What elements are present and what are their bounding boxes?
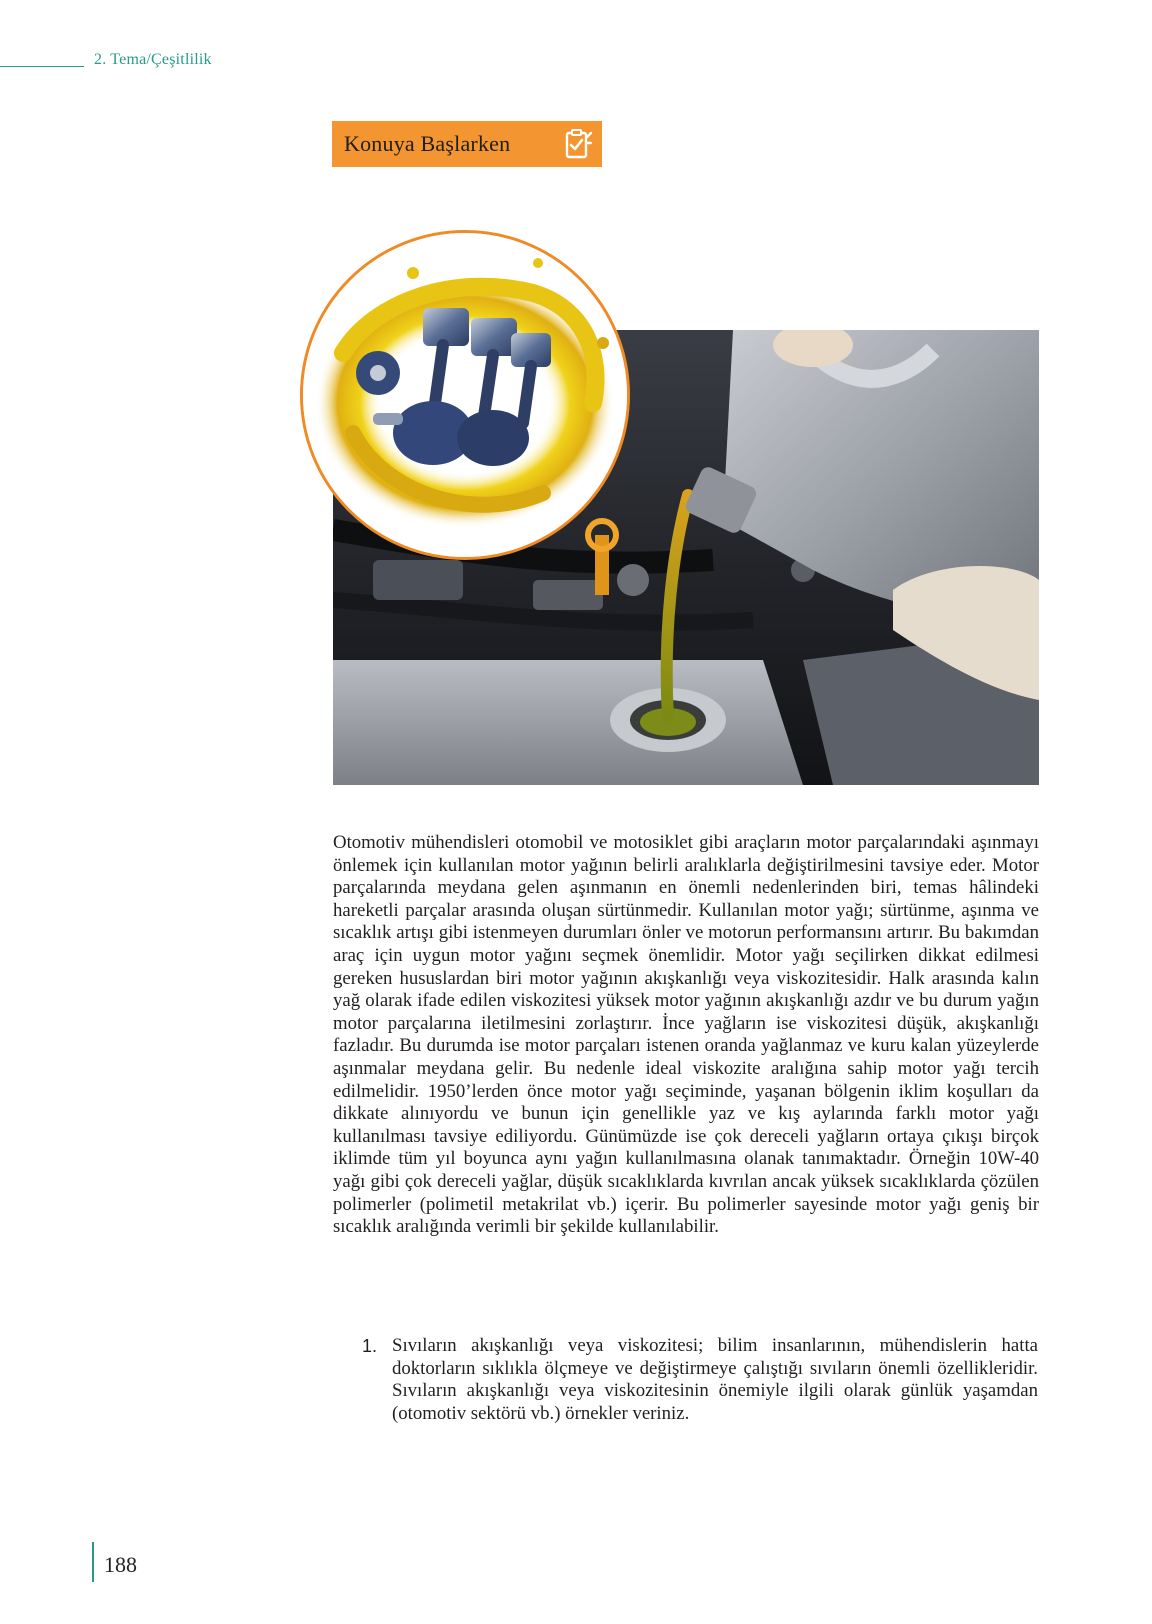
header-rule	[0, 66, 84, 67]
banner-title: Konuya Başlarken	[344, 131, 511, 156]
body-paragraph: Otomotiv mühendisleri otomobil ve motosiklet gibi araçların motor parçalarındaki aşınmayı önlemek için kullanılan motor yağının belirli aralıklarla değiştirilmesini tavsiye eder. Motor parçalarında meydana gelen aşınmanın en önemli nedenlerinden biri, temas hâlindeki hareketli parçalar arasında oluşan sürtünmedir. Kullanılan motor yağı; sürtünme, aşınma ve sıcaklık artışı gibi istenmeyen durumları önler ve motorun performansını artırır. Bu bakımdan araç için uygun motor yağını seçmek önemlidir. Motor yağı seçilirken dikkat edilmesi gereken hususlardan biri motor yağının akışkanlığı veya viskozitesidir. Halk arasında kalın yağ olarak ifade edilen viskozitesi yüksek motor yağının akışkanlığı azdır ve bu durum yağın motor parçalarına iletilmesini zorlaştırır. İnce yağların ise viskozitesi düşük, akışkanlığı fazladır. Bu durumda ise motor parçaları istenen oranda yağlanmaz ve kuru kalan yüzeylerde aşınmalar meydana gelir. Bu nedenle ideal viskozite aralığına sahip motor yağı tercih edilmelidir. 1950’lerden önce motor yağı seçiminde, yaşanan bölgenin iklim koşulları da dikkate alınıyordu ve bunun için genellikle yaz ve kış aylarında farklı motor yağı kullanılması tavsiye ediliyordu. Günümüzde ise çok dereceli yağların ortaya çıkışı birçok iklimde tüm yıl boyunca aynı yağın kullanılmasına olanak tanımaktadır. Örneğin 10W-40 yağı gibi çok dereceli yağlar, düşük sıcaklıklarda kıvrılan ancak yüksek sıcaklıklarda çözülen polimerler (polimetil metakrilat vb.) içerir. Bu polimerler sayesinde motor yağı geniş bir sıcaklık aralığında verimli bir şekilde kullanılabilir.	[333, 832, 1039, 1238]
pistons-in-oil-splash-illustration	[300, 230, 630, 560]
question-item	[362, 1335, 1038, 1425]
page-number-rule	[92, 1542, 94, 1582]
topic-banner	[332, 121, 602, 167]
question-text: Sıvıların akışkanlığı veya viskozitesi; bilim insanlarının, mühendislerin hatta doktorların sıklıkla ölçmeye ve değiştirmeye çalıştığı sıvıların önemli özellikleridir. Sıvıların akışkanlığı veya viskozitesinin önemiyle ilgili olarak günlük yaşamdan (otomotiv sektörü vb.) örnekler veriniz.	[392, 1335, 1038, 1424]
question-number: 1.	[362, 1336, 378, 1356]
page-number: 188	[104, 1552, 137, 1577]
section-header: 2. Tema/Çeşitlilik	[94, 51, 212, 68]
clipboard-check-icon	[560, 127, 594, 161]
